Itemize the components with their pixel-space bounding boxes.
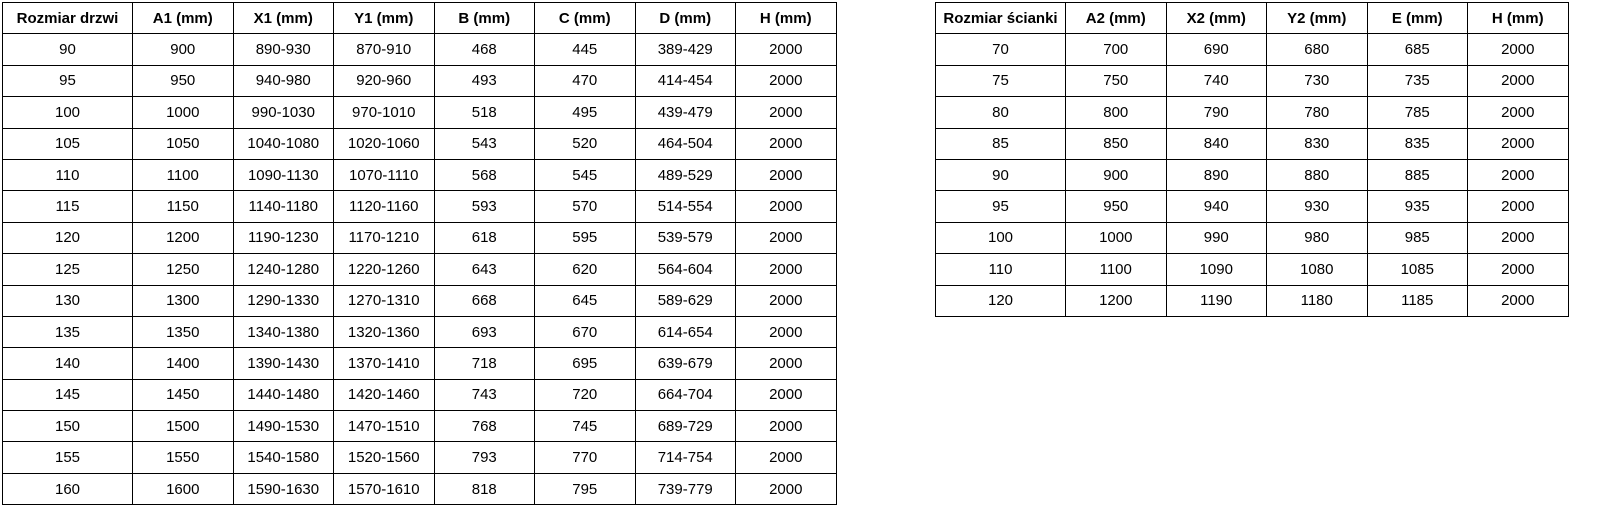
table-cell: 980 [1267, 222, 1368, 253]
table-cell: 800 [1066, 97, 1167, 128]
header-row [3, 3, 837, 34]
table-cell: 950 [133, 65, 234, 96]
table-cell: 695 [535, 348, 636, 379]
table-cell: 970-1010 [334, 97, 435, 128]
table-cell: 1240-1280 [233, 254, 334, 285]
table-cell: 414-454 [635, 65, 736, 96]
table-row [936, 34, 1569, 65]
table-cell: 739-779 [635, 473, 736, 504]
column-header: Rozmiar ścianki [936, 3, 1066, 34]
column-header: Y2 (mm) [1267, 3, 1368, 34]
table-cell: 1340-1380 [233, 316, 334, 347]
table-cell: 990-1030 [233, 97, 334, 128]
table-cell: 1350 [133, 316, 234, 347]
table-cell: 2000 [1468, 285, 1569, 316]
table-cell: 468 [434, 34, 535, 65]
table-cell: 2000 [736, 159, 837, 190]
table-cell: 1080 [1267, 254, 1368, 285]
table-cell: 1040-1080 [233, 128, 334, 159]
table-cell: 718 [434, 348, 535, 379]
table-cell: 2000 [736, 254, 837, 285]
table-cell: 1085 [1367, 254, 1468, 285]
table-cell: 890-930 [233, 34, 334, 65]
table-cell: 90 [3, 34, 133, 65]
table-cell: 795 [535, 473, 636, 504]
table-cell: 1540-1580 [233, 442, 334, 473]
table-cell: 2000 [736, 285, 837, 316]
table-cell: 120 [3, 222, 133, 253]
table-row [936, 222, 1569, 253]
table-cell: 140 [3, 348, 133, 379]
table-cell: 1185 [1367, 285, 1468, 316]
table-cell: 1000 [1066, 222, 1167, 253]
table-cell: 593 [434, 191, 535, 222]
table-cell: 1090 [1166, 254, 1267, 285]
table-cell: 105 [3, 128, 133, 159]
table-cell: 618 [434, 222, 535, 253]
table-cell: 1100 [133, 159, 234, 190]
table-cell: 1300 [133, 285, 234, 316]
table-cell: 130 [3, 285, 133, 316]
table-cell: 470 [535, 65, 636, 96]
table-cell: 2000 [736, 34, 837, 65]
table-cell: 2000 [736, 316, 837, 347]
table-cell: 570 [535, 191, 636, 222]
table-cell: 639-679 [635, 348, 736, 379]
column-header: B (mm) [434, 3, 535, 34]
table-cell: 1290-1330 [233, 285, 334, 316]
column-header: A2 (mm) [1066, 3, 1167, 34]
table-cell: 745 [535, 411, 636, 442]
table-cell: 643 [434, 254, 535, 285]
table-cell: 793 [434, 442, 535, 473]
table-cell: 80 [936, 97, 1066, 128]
table-cell: 1250 [133, 254, 234, 285]
table-cell: 595 [535, 222, 636, 253]
table-cell: 920-960 [334, 65, 435, 96]
table-cell: 950 [1066, 191, 1167, 222]
table-cell: 2000 [1468, 222, 1569, 253]
table-cell: 1050 [133, 128, 234, 159]
table-cell: 1020-1060 [334, 128, 435, 159]
table-cell: 2000 [736, 191, 837, 222]
table-cell: 2000 [1468, 97, 1569, 128]
table-cell: 1220-1260 [334, 254, 435, 285]
table-row [3, 191, 837, 222]
table-cell: 1100 [1066, 254, 1167, 285]
table-cell: 389-429 [635, 34, 736, 65]
table-cell: 1000 [133, 97, 234, 128]
table-cell: 689-729 [635, 411, 736, 442]
table-cell: 1490-1530 [233, 411, 334, 442]
table-row [3, 222, 837, 253]
table-row [3, 97, 837, 128]
column-header: E (mm) [1367, 3, 1468, 34]
table-cell: 1550 [133, 442, 234, 473]
table-cell: 135 [3, 316, 133, 347]
table-cell: 543 [434, 128, 535, 159]
table-row [936, 97, 1569, 128]
table-row [936, 128, 1569, 159]
table-cell: 2000 [1468, 254, 1569, 285]
table-cell: 2000 [1468, 65, 1569, 96]
table-cell: 1590-1630 [233, 473, 334, 504]
table-cell: 90 [936, 159, 1066, 190]
table-cell: 1370-1410 [334, 348, 435, 379]
table-cell: 520 [535, 128, 636, 159]
table-cell: 830 [1267, 128, 1368, 159]
table-cell: 110 [936, 254, 1066, 285]
table-cell: 2000 [1468, 128, 1569, 159]
column-header: H (mm) [736, 3, 837, 34]
table-cell: 664-704 [635, 379, 736, 410]
table-cell: 835 [1367, 128, 1468, 159]
table-cell: 518 [434, 97, 535, 128]
table-cell: 514-554 [635, 191, 736, 222]
door-size-table [2, 2, 837, 505]
table-row [3, 128, 837, 159]
table-cell: 885 [1367, 159, 1468, 190]
column-header: C (mm) [535, 3, 636, 34]
table-cell: 750 [1066, 65, 1167, 96]
table-cell: 870-910 [334, 34, 435, 65]
table-row [936, 285, 1569, 316]
table-cell: 1390-1430 [233, 348, 334, 379]
table-cell: 700 [1066, 34, 1167, 65]
table-cell: 1190 [1166, 285, 1267, 316]
column-header: A1 (mm) [133, 3, 234, 34]
table-row [3, 34, 837, 65]
table-cell: 2000 [736, 222, 837, 253]
table-cell: 680 [1267, 34, 1368, 65]
table-row [3, 348, 837, 379]
table-cell: 2000 [736, 348, 837, 379]
table-row [3, 411, 837, 442]
table-cell: 1320-1360 [334, 316, 435, 347]
wall-size-table [935, 2, 1569, 317]
table-cell: 95 [936, 191, 1066, 222]
table-cell: 990 [1166, 222, 1267, 253]
table-cell: 768 [434, 411, 535, 442]
table-cell: 1470-1510 [334, 411, 435, 442]
table-cell: 785 [1367, 97, 1468, 128]
table-cell: 439-479 [635, 97, 736, 128]
table-cell: 100 [936, 222, 1066, 253]
table-cell: 850 [1066, 128, 1167, 159]
table-cell: 740 [1166, 65, 1267, 96]
table-cell: 568 [434, 159, 535, 190]
table-cell: 880 [1267, 159, 1368, 190]
header-row [936, 3, 1569, 34]
table-cell: 2000 [1468, 34, 1569, 65]
table-cell: 2000 [1468, 191, 1569, 222]
table-cell: 890 [1166, 159, 1267, 190]
table-cell: 940-980 [233, 65, 334, 96]
table-cell: 620 [535, 254, 636, 285]
table-cell: 85 [936, 128, 1066, 159]
table-cell: 1090-1130 [233, 159, 334, 190]
table-cell: 564-604 [635, 254, 736, 285]
table-cell: 735 [1367, 65, 1468, 96]
table-cell: 670 [535, 316, 636, 347]
table-cell: 730 [1267, 65, 1368, 96]
table-cell: 445 [535, 34, 636, 65]
table-cell: 770 [535, 442, 636, 473]
table-cell: 1500 [133, 411, 234, 442]
table-cell: 1150 [133, 191, 234, 222]
table-cell: 1440-1480 [233, 379, 334, 410]
table-cell: 935 [1367, 191, 1468, 222]
table-cell: 1120-1160 [334, 191, 435, 222]
table-cell: 2000 [1468, 159, 1569, 190]
table-cell: 2000 [736, 411, 837, 442]
table-cell: 145 [3, 379, 133, 410]
table-cell: 720 [535, 379, 636, 410]
table-cell: 125 [3, 254, 133, 285]
table-cell: 1450 [133, 379, 234, 410]
table-cell: 495 [535, 97, 636, 128]
table-row [3, 473, 837, 504]
table-cell: 489-529 [635, 159, 736, 190]
table-cell: 818 [434, 473, 535, 504]
table-row [936, 159, 1569, 190]
table-cell: 614-654 [635, 316, 736, 347]
table-cell: 2000 [736, 65, 837, 96]
table-cell: 1420-1460 [334, 379, 435, 410]
table-cell: 160 [3, 473, 133, 504]
table-cell: 840 [1166, 128, 1267, 159]
table-cell: 2000 [736, 379, 837, 410]
table-cell: 780 [1267, 97, 1368, 128]
table-row [3, 65, 837, 96]
table-cell: 589-629 [635, 285, 736, 316]
table-cell: 693 [434, 316, 535, 347]
table-cell: 150 [3, 411, 133, 442]
table-cell: 690 [1166, 34, 1267, 65]
column-header: H (mm) [1468, 3, 1569, 34]
table-cell: 685 [1367, 34, 1468, 65]
table-row [936, 65, 1569, 96]
table-cell: 70 [936, 34, 1066, 65]
column-header: X2 (mm) [1166, 3, 1267, 34]
table-cell: 900 [1066, 159, 1167, 190]
table-row [3, 379, 837, 410]
table-cell: 743 [434, 379, 535, 410]
table-cell: 645 [535, 285, 636, 316]
table-row [3, 442, 837, 473]
table-row [3, 159, 837, 190]
table-cell: 1180 [1267, 285, 1368, 316]
table-cell: 1570-1610 [334, 473, 435, 504]
table-cell: 493 [434, 65, 535, 96]
table-cell: 110 [3, 159, 133, 190]
table-cell: 1140-1180 [233, 191, 334, 222]
table-cell: 985 [1367, 222, 1468, 253]
table-cell: 668 [434, 285, 535, 316]
table-cell: 155 [3, 442, 133, 473]
table-row [3, 254, 837, 285]
table-cell: 1520-1560 [334, 442, 435, 473]
column-header: Y1 (mm) [334, 3, 435, 34]
table-cell: 464-504 [635, 128, 736, 159]
table-cell: 1170-1210 [334, 222, 435, 253]
table-cell: 714-754 [635, 442, 736, 473]
table-row [3, 285, 837, 316]
table-cell: 1600 [133, 473, 234, 504]
table-row [936, 254, 1569, 285]
table-cell: 790 [1166, 97, 1267, 128]
table-cell: 930 [1267, 191, 1368, 222]
table-cell: 120 [936, 285, 1066, 316]
column-header: D (mm) [635, 3, 736, 34]
table-cell: 940 [1166, 191, 1267, 222]
table-cell: 115 [3, 191, 133, 222]
table-cell: 1270-1310 [334, 285, 435, 316]
table-cell: 2000 [736, 442, 837, 473]
table-row [936, 191, 1569, 222]
table-cell: 1200 [133, 222, 234, 253]
table-cell: 95 [3, 65, 133, 96]
table-cell: 100 [3, 97, 133, 128]
table-cell: 1190-1230 [233, 222, 334, 253]
table-cell: 2000 [736, 473, 837, 504]
table-cell: 75 [936, 65, 1066, 96]
table-cell: 1200 [1066, 285, 1167, 316]
table-cell: 1070-1110 [334, 159, 435, 190]
column-header: Rozmiar drzwi [3, 3, 133, 34]
table-cell: 2000 [736, 97, 837, 128]
table-row [3, 316, 837, 347]
table-cell: 539-579 [635, 222, 736, 253]
table-cell: 1400 [133, 348, 234, 379]
table-cell: 2000 [736, 128, 837, 159]
column-header: X1 (mm) [233, 3, 334, 34]
table-cell: 545 [535, 159, 636, 190]
table-cell: 900 [133, 34, 234, 65]
